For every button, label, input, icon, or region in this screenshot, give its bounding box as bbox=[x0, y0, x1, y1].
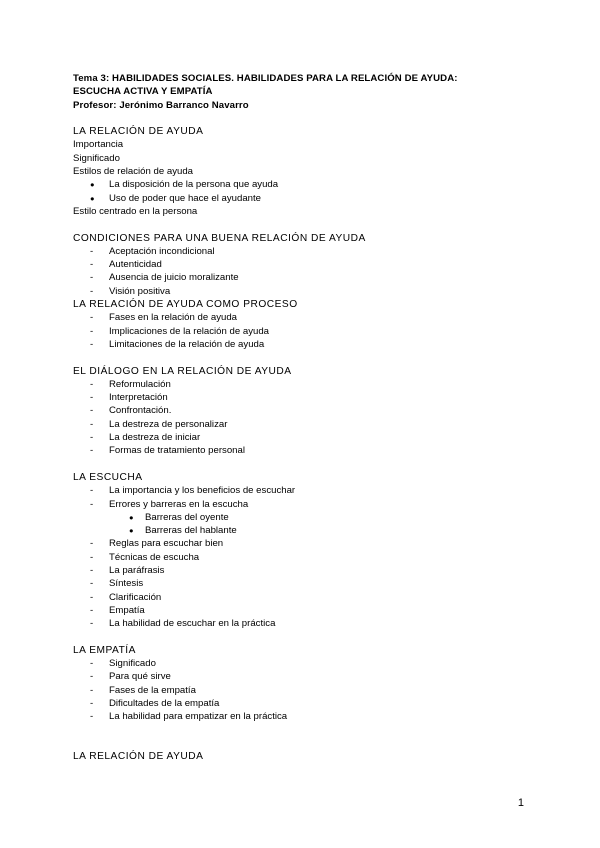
dash-item: - Interpretación bbox=[73, 391, 543, 404]
dash-item: - Visión positiva bbox=[73, 285, 543, 298]
bullet-list bbox=[73, 511, 543, 538]
bullet-item: ● La disposición de la persona que ayuda bbox=[73, 178, 543, 191]
section-heading: LA RELACIÓN DE AYUDA bbox=[73, 750, 204, 762]
dash-item: - Empatía bbox=[73, 604, 543, 617]
section-heading: LA ESCUCHA bbox=[73, 471, 143, 483]
dash-item: - Dificultades de la empatía bbox=[73, 697, 543, 710]
dash-item: - Limitaciones de la relación de ayuda bbox=[73, 338, 543, 351]
dash-list bbox=[73, 311, 543, 351]
dash-item: - Significado bbox=[73, 657, 543, 670]
dash-item: - Fases de la empatía bbox=[73, 684, 543, 697]
section-relacion-de-ayuda-2 bbox=[73, 750, 543, 763]
dash-list bbox=[73, 245, 543, 298]
section-dialogo bbox=[73, 365, 543, 458]
dash-list bbox=[73, 484, 543, 511]
dash-item: - La paráfrasis bbox=[73, 564, 543, 577]
section-empatia bbox=[73, 644, 543, 724]
dash-item: - Autenticidad bbox=[73, 258, 543, 271]
dash-item: - Para qué sirve bbox=[73, 670, 543, 683]
bullet-item: ● Barreras del hablante bbox=[73, 524, 543, 537]
dash-item: - Síntesis bbox=[73, 577, 543, 590]
bullet-item: ● Barreras del oyente bbox=[73, 511, 543, 524]
document-title bbox=[73, 72, 543, 112]
list-item: Importancia bbox=[73, 139, 124, 151]
dash-item: - Aceptación incondicional bbox=[73, 245, 543, 258]
section-heading: LA RELACIÓN DE AYUDA bbox=[73, 126, 204, 138]
dash-list bbox=[73, 657, 543, 723]
bullet-list bbox=[73, 178, 543, 205]
dash-item: - Reglas para escuchar bien bbox=[73, 537, 543, 550]
dash-item: - Fases en la relación de ayuda bbox=[73, 311, 543, 324]
document-body bbox=[73, 72, 543, 763]
section-proceso bbox=[73, 298, 543, 351]
dash-item: - La habilidad para empatizar en la práctica bbox=[73, 710, 543, 723]
dash-item: - Reformulación bbox=[73, 378, 543, 391]
dash-item: - Implicaciones de la relación de ayuda bbox=[73, 325, 543, 338]
dash-item: - La importancia y los beneficios de escuchar bbox=[73, 484, 543, 497]
dash-list bbox=[73, 537, 543, 630]
dash-item: - Clarificación bbox=[73, 591, 543, 604]
page-number: 1 bbox=[517, 797, 524, 809]
list-item: Estilos de relación de ayuda bbox=[73, 166, 193, 178]
section-relacion-de-ayuda bbox=[73, 125, 543, 218]
section-condiciones bbox=[73, 232, 543, 298]
section-heading: EL DIÁLOGO EN LA RELACIÓN DE AYUDA bbox=[73, 365, 292, 377]
title-line-1: Tema 3: HABILIDADES SOCIALES. HABILIDADES PARA LA RELACIÓN DE AYUDA: bbox=[73, 73, 458, 84]
section-heading: CONDICIONES PARA UNA BUENA RELACIÓN DE AYUDA bbox=[73, 232, 366, 244]
list-item: Significado bbox=[73, 152, 120, 164]
dash-item: - La habilidad de escuchar en la práctica bbox=[73, 617, 543, 630]
list-item: Estilo centrado en la persona bbox=[73, 205, 198, 217]
dash-item: - La destreza de iniciar bbox=[73, 431, 543, 444]
bullet-item: ● Uso de poder que hace el ayudante bbox=[73, 192, 543, 205]
dash-item: - Ausencia de juicio moralizante bbox=[73, 271, 543, 284]
title-line-2: ESCUCHA ACTIVA Y EMPATÍA bbox=[73, 86, 213, 98]
dash-item: - Técnicas de escucha bbox=[73, 551, 543, 564]
dash-list bbox=[73, 378, 543, 458]
dash-item: - Errores y barreras en la escucha bbox=[73, 498, 543, 511]
professor-line: Profesor: Jerónimo Barranco Navarro bbox=[73, 99, 249, 111]
dash-item: - La destreza de personalizar bbox=[73, 418, 543, 431]
dash-item: - Formas de tratamiento personal bbox=[73, 444, 543, 457]
section-escucha bbox=[73, 471, 543, 631]
section-heading: LA RELACIÓN DE AYUDA COMO PROCESO bbox=[73, 299, 298, 311]
section-heading: LA EMPATÍA bbox=[73, 644, 136, 656]
dash-item: - Confrontación. bbox=[73, 404, 543, 417]
